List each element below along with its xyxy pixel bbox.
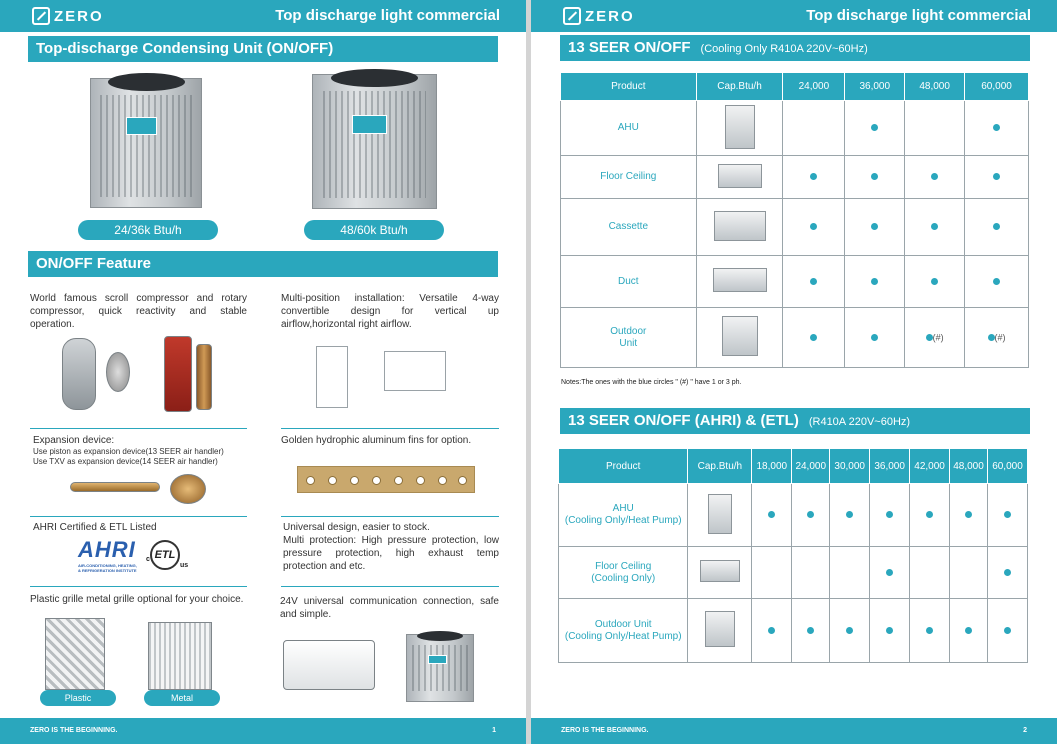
feature-certification-text: AHRI Certified & ETL Listed bbox=[33, 522, 157, 533]
available-dot-icon bbox=[931, 173, 938, 180]
product-mode: (Cooling Only) bbox=[591, 572, 656, 584]
available-dot-icon bbox=[810, 278, 817, 285]
product-image bbox=[725, 105, 755, 149]
divider bbox=[281, 428, 499, 429]
header-bar bbox=[0, 0, 526, 32]
availability-cell bbox=[870, 484, 910, 547]
feature-protection-text: Multi protection: High pressure protection, low pressure protection, high exhaust temp protection and etc. bbox=[283, 535, 499, 572]
product-name-cell bbox=[559, 599, 688, 663]
product-name: Outdoor Unit bbox=[594, 618, 652, 630]
available-dot-icon bbox=[810, 173, 817, 180]
etl-logo: ETL bbox=[150, 540, 180, 570]
product-name-cell bbox=[559, 484, 688, 547]
metal-label: Metal bbox=[144, 690, 220, 706]
table-header-row bbox=[561, 73, 1029, 101]
available-dot-icon bbox=[871, 223, 878, 230]
product-image-cell bbox=[696, 156, 783, 199]
product-mode: (Cooling Only/Heat Pump) bbox=[564, 515, 682, 526]
product-name: Outdoor Unit bbox=[610, 325, 647, 349]
product-image bbox=[722, 316, 758, 356]
column-header: 60,000 bbox=[965, 73, 1029, 101]
product-image bbox=[713, 268, 767, 292]
divider bbox=[30, 428, 247, 429]
available-dot-icon bbox=[993, 124, 1000, 131]
product-name: Floor Ceiling bbox=[595, 560, 652, 572]
available-dot-icon bbox=[807, 627, 814, 634]
available-dot-icon bbox=[1004, 511, 1011, 518]
product-image-cell bbox=[688, 547, 752, 599]
available-dot-icon bbox=[846, 627, 853, 634]
product-name: Duct bbox=[618, 275, 639, 287]
divider bbox=[30, 586, 247, 587]
column-header: 24,000 bbox=[783, 73, 845, 101]
availability-cell bbox=[965, 199, 1029, 256]
available-dot-icon bbox=[931, 223, 938, 230]
expansion-piston-text: Use piston as expansion device(13 SEER air handler) bbox=[33, 447, 224, 456]
availability-cell bbox=[792, 547, 830, 599]
available-dot-icon bbox=[846, 511, 853, 518]
product-image bbox=[718, 164, 762, 188]
product-image-cell bbox=[696, 199, 783, 256]
product-name: Floor Ceiling bbox=[600, 171, 657, 182]
divider bbox=[281, 516, 499, 517]
column-header: 36,000 bbox=[870, 449, 910, 484]
rotary-part-image bbox=[106, 352, 130, 392]
availability-cell bbox=[845, 199, 905, 256]
table-row bbox=[559, 484, 1028, 547]
availability-cell bbox=[783, 308, 845, 368]
availability-cell bbox=[845, 156, 905, 199]
availability-cell bbox=[905, 308, 965, 368]
zero-logo-icon bbox=[563, 7, 581, 25]
availability-cell bbox=[950, 599, 988, 663]
available-dot-icon bbox=[965, 627, 972, 634]
etl-logo-c: c bbox=[146, 556, 150, 563]
availability-cell bbox=[910, 547, 950, 599]
table-row bbox=[561, 199, 1029, 256]
divider bbox=[30, 516, 247, 517]
header-title: Top discharge light commercial bbox=[806, 7, 1031, 24]
availability-cell bbox=[783, 101, 845, 156]
available-dot-icon bbox=[1004, 627, 1011, 634]
product-image-cell bbox=[688, 484, 752, 547]
product-name: AHU bbox=[612, 503, 634, 514]
table1-subtitle: (Cooling Only R410A 220V~60Hz) bbox=[700, 43, 868, 55]
availability-cell bbox=[870, 547, 910, 599]
column-header: 30,000 bbox=[830, 449, 870, 484]
table-row bbox=[561, 308, 1029, 368]
ahri-logo: AHRI bbox=[78, 537, 136, 562]
product-image bbox=[708, 494, 732, 534]
available-dot-icon bbox=[768, 511, 775, 518]
available-dot-icon bbox=[871, 334, 878, 341]
footer-slogan: ZERO IS THE BEGINNING. bbox=[561, 727, 649, 734]
available-dot-icon bbox=[871, 173, 878, 180]
product-image-cell bbox=[696, 101, 783, 156]
section-title-condensing-unit: Top-discharge Condensing Unit (ON/OFF) bbox=[28, 36, 498, 62]
availability-cell bbox=[950, 547, 988, 599]
availability-cell bbox=[965, 156, 1029, 199]
table-row bbox=[559, 599, 1028, 663]
section-title-feature: ON/OFF Feature bbox=[28, 251, 498, 277]
product-image-cell bbox=[696, 256, 783, 308]
available-dot-icon bbox=[993, 173, 1000, 180]
txv-device-image bbox=[170, 474, 206, 504]
plastic-label: Plastic bbox=[40, 690, 116, 706]
product-name: Cassette bbox=[608, 221, 649, 232]
etl-logo-us: us bbox=[180, 562, 189, 569]
header-title: Top discharge light commercial bbox=[275, 7, 500, 24]
table-header-row bbox=[559, 449, 1028, 484]
product-name-cell bbox=[561, 308, 697, 368]
capacity-label-48-60k: 48/60k Btu/h bbox=[304, 220, 444, 240]
table-row bbox=[561, 156, 1029, 199]
table-row bbox=[561, 101, 1029, 156]
table1-title: 13 SEER ON/OFF bbox=[568, 39, 691, 56]
product-name-cell bbox=[561, 156, 697, 199]
product-image-cell bbox=[696, 308, 783, 368]
availability-cell bbox=[965, 101, 1029, 156]
column-header: 48,000 bbox=[905, 73, 965, 101]
availability-cell bbox=[845, 101, 905, 156]
ahri-logo-subtitle: AIR-CONDITIONING, HEATING, & REFRIGERATION INSTITUTE bbox=[78, 563, 137, 573]
availability-cell bbox=[965, 256, 1029, 308]
horizontal-airflow-diagram bbox=[384, 351, 446, 391]
table2-subtitle: (R410A 220V~60Hz) bbox=[808, 416, 911, 428]
table1-notes: Notes:The ones with the blue circles " (#) " have 1 or 3 ph. bbox=[561, 379, 742, 386]
availability-cell bbox=[783, 256, 845, 308]
available-dot-icon bbox=[807, 511, 814, 518]
capacity-label-24-36k: 24/36k Btu/h bbox=[78, 220, 218, 240]
column-header: Product bbox=[561, 73, 697, 101]
metal-grille-image bbox=[148, 622, 212, 690]
footer-bar bbox=[531, 718, 1057, 744]
product-name-cell bbox=[561, 256, 697, 308]
footer-bar bbox=[0, 718, 526, 744]
available-dot-icon bbox=[926, 511, 933, 518]
product-image bbox=[705, 611, 735, 647]
available-dot-icon bbox=[886, 627, 893, 634]
availability-cell bbox=[752, 599, 792, 663]
column-header: 48,000 bbox=[950, 449, 988, 484]
available-dot-icon bbox=[988, 334, 995, 341]
available-dot-icon bbox=[768, 627, 775, 634]
available-dot-icon bbox=[993, 278, 1000, 285]
golden-fins-image bbox=[297, 466, 475, 493]
phase-note-mark: (#) bbox=[932, 332, 944, 343]
page-left bbox=[0, 0, 526, 744]
column-header: Cap.Btu/h bbox=[696, 73, 783, 101]
availability-cell bbox=[830, 547, 870, 599]
column-header: 60,000 bbox=[987, 449, 1027, 484]
availability-cell bbox=[792, 599, 830, 663]
available-dot-icon bbox=[886, 569, 893, 576]
plastic-grille-image bbox=[45, 618, 105, 690]
availability-cell bbox=[830, 484, 870, 547]
availability-cell bbox=[905, 256, 965, 308]
available-dot-icon bbox=[810, 334, 817, 341]
product-mode: (Cooling Only/Heat Pump) bbox=[564, 630, 682, 642]
product-name: AHU bbox=[617, 122, 639, 133]
scroll-compressor-image bbox=[62, 338, 96, 410]
page-number: 1 bbox=[492, 727, 496, 734]
available-dot-icon bbox=[926, 334, 933, 341]
column-header: 36,000 bbox=[845, 73, 905, 101]
column-header: 42,000 bbox=[910, 449, 950, 484]
available-dot-icon bbox=[886, 511, 893, 518]
availability-cell bbox=[987, 547, 1027, 599]
availability-cell bbox=[905, 199, 965, 256]
page-number: 2 bbox=[1023, 727, 1027, 734]
availability-cell bbox=[910, 599, 950, 663]
condensing-unit-small-image bbox=[90, 78, 202, 208]
availability-cell bbox=[783, 199, 845, 256]
footer-slogan: ZERO IS THE BEGINNING. bbox=[30, 727, 118, 734]
column-header: Product bbox=[559, 449, 688, 484]
availability-cell bbox=[987, 484, 1027, 547]
availability-cell bbox=[752, 484, 792, 547]
brand-logo: ZERO bbox=[563, 6, 635, 26]
product-name-cell bbox=[561, 199, 697, 256]
available-dot-icon bbox=[926, 627, 933, 634]
available-dot-icon bbox=[1004, 569, 1011, 576]
condensing-unit-large-image bbox=[312, 74, 437, 209]
feature-multi-position-text: Multi-position installation: Versatile 4-way convertible design for vertical up airflow,horizontal right airflow. bbox=[281, 293, 499, 330]
product-name-cell bbox=[559, 547, 688, 599]
availability-cell bbox=[870, 599, 910, 663]
available-dot-icon bbox=[871, 278, 878, 285]
available-dot-icon bbox=[810, 223, 817, 230]
feature-communication-text: 24V universal communication connection, safe and simple. bbox=[280, 596, 499, 620]
outdoor-unit-image bbox=[406, 634, 474, 702]
feature-compressor-text: World famous scroll compressor and rotary compressor, quick reactivity and stable operation. bbox=[30, 293, 247, 330]
availability-cell bbox=[830, 599, 870, 663]
feature-grille-text: Plastic grille metal grille optional for your choice. bbox=[30, 594, 244, 605]
availability-cell bbox=[905, 101, 965, 156]
feature-expansion-title: Expansion device: bbox=[33, 435, 115, 446]
table-row bbox=[559, 547, 1028, 599]
rotary-compressor-image bbox=[164, 336, 192, 412]
available-dot-icon bbox=[993, 223, 1000, 230]
availability-cell bbox=[845, 308, 905, 368]
vertical-airflow-diagram bbox=[316, 346, 348, 408]
availability-cell bbox=[752, 547, 792, 599]
column-header: 18,000 bbox=[752, 449, 792, 484]
availability-cell bbox=[845, 256, 905, 308]
header-bar bbox=[531, 0, 1057, 32]
product-table-13seer bbox=[560, 72, 1029, 368]
available-dot-icon bbox=[965, 511, 972, 518]
feature-fins-text: Golden hydrophic aluminum fins for option. bbox=[281, 435, 472, 446]
table2-title-bar bbox=[560, 408, 1030, 434]
available-dot-icon bbox=[871, 124, 878, 131]
availability-cell bbox=[950, 484, 988, 547]
table2-title: 13 SEER ON/OFF (AHRI) & (ETL) bbox=[568, 412, 799, 429]
availability-cell bbox=[910, 484, 950, 547]
availability-cell bbox=[965, 308, 1029, 368]
divider bbox=[281, 586, 499, 587]
availability-cell bbox=[792, 484, 830, 547]
expansion-txv-text: Use TXV as expansion device(14 SEER air handler) bbox=[33, 457, 218, 466]
product-image bbox=[700, 560, 740, 582]
brand-logo: ZERO bbox=[32, 6, 104, 26]
product-table-ahri-etl bbox=[558, 448, 1028, 663]
column-header: Cap.Btu/h bbox=[688, 449, 752, 484]
table1-title-bar bbox=[560, 35, 1030, 61]
page-right bbox=[531, 0, 1057, 744]
available-dot-icon bbox=[931, 278, 938, 285]
availability-cell bbox=[905, 156, 965, 199]
zero-logo-icon bbox=[32, 7, 50, 25]
product-image-cell bbox=[688, 599, 752, 663]
accumulator-image bbox=[196, 344, 212, 410]
piston-device-image bbox=[70, 482, 160, 492]
phase-note-mark: (#) bbox=[994, 332, 1006, 343]
table-row bbox=[561, 256, 1029, 308]
feature-universal-text: Universal design, easier to stock. bbox=[283, 522, 430, 533]
product-name-cell bbox=[561, 101, 697, 156]
availability-cell bbox=[987, 599, 1027, 663]
product-image bbox=[714, 211, 766, 241]
floor-ceiling-unit-image bbox=[283, 640, 375, 690]
availability-cell bbox=[783, 156, 845, 199]
column-header: 24,000 bbox=[792, 449, 830, 484]
